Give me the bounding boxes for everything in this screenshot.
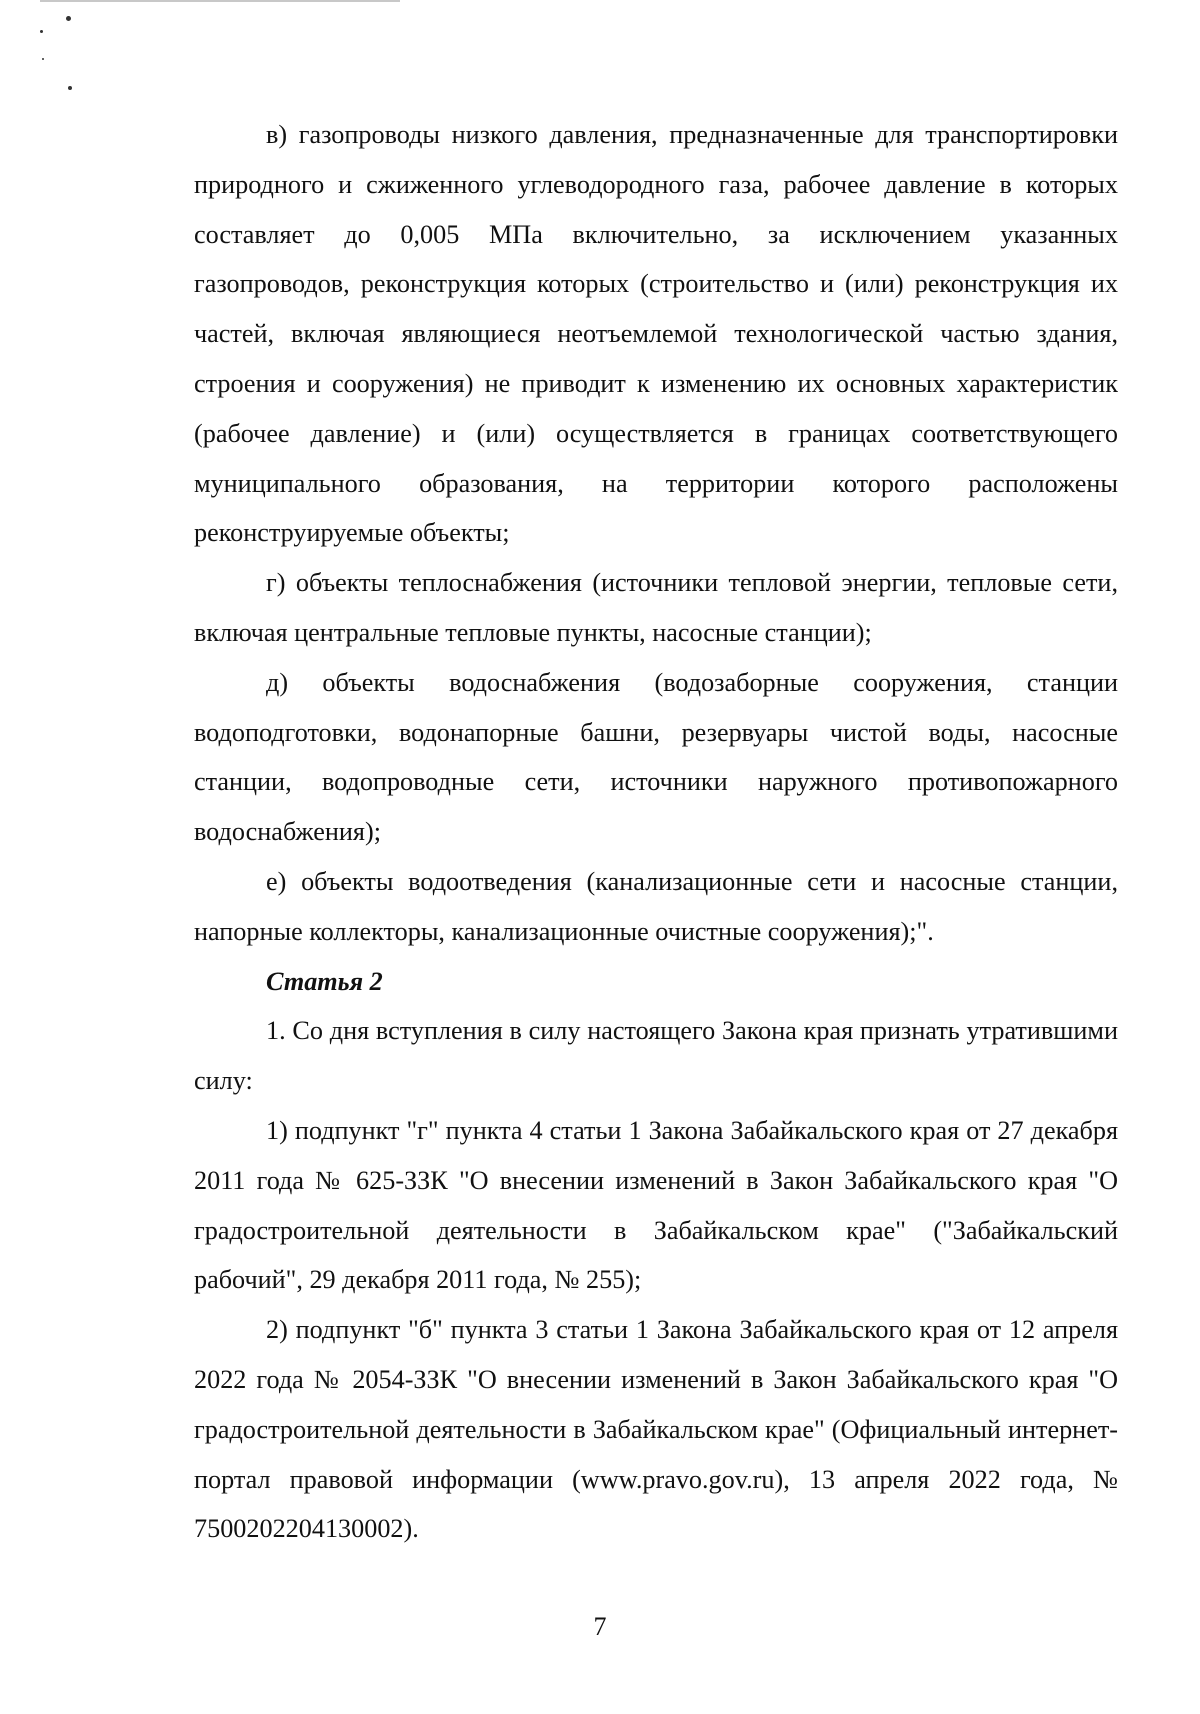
paragraph-item-d: д) объекты водоснабжения (водозаборные сооружения, станции водоподготовки, водонапорные башни, резервуары чистой воды, насосные станции, водопроводные сети, источники наружного противопожарного водоснабжения); [194,667,1118,847]
scan-speck [66,16,71,21]
scan-speck [42,58,44,60]
scan-edge-artifact [40,0,400,2]
scan-speck [40,30,43,33]
paragraph-clause-1: 1. Со дня вступления в силу настоящего Закона края признать утратившими силу: [194,1016,1118,1096]
paragraph-subclause-2: 2) подпункт "б" пункта 3 статьи 1 Закона Забайкальского края от 12 апреля 2022 года № 2054-ЗЗК "О внесении изменений в Закон Забайкальского края "О градостроительной деятельности в Забайкальском крае" (Официальный интернет-портал правовой информации (www.pravo.gov.ru), 13 апреля 2022 года, № 7500202204130002). [194,1315,1118,1544]
paragraph-item-v: в) газопроводы низкого давления, предназначенные для транспортировки природного и сжиженного углеводородного газа, рабочее давление в которых составляет до 0,005 МПа включительно, за исключением указанных газопроводов, реконструкция которых (строительство и (или) реконструкция их частей, включая являющиеся неотъемлемой технологической частью здания, строения и сооружения) не приводит к изменению их основных характеристик (рабочее давление) и (или) осуществляется в границах соответствующего муниципального образования, на территории которого расположены реконструируемые объекты; [194,120,1118,548]
paragraph-item-g: г) объекты теплоснабжения (источники тепловой энергии, тепловые сети, включая центральные тепловые пункты, насосные станции); [194,568,1118,647]
scan-speck [68,86,72,90]
paragraph-item-e: е) объекты водоотведения (канализационные сети и насосные станции, напорные коллекторы, канализационные очистные сооружения);". [194,866,1118,946]
paragraph-subclause-1: 1) подпункт "г" пункта 4 статьи 1 Закона Забайкальского края от 27 декабря 2011 года № 625-ЗЗК "О внесении изменений в Закон Забайкальского края "О градостроительной деятельности в Забайкальском крае" ("Забайкальский рабочий", 29 декабря 2011 года, № 255); [194,1115,1118,1295]
article-heading: Статья 2 [266,966,383,996]
page-number: 7 [593,1612,607,1641]
document-body [194,110,1118,1554]
